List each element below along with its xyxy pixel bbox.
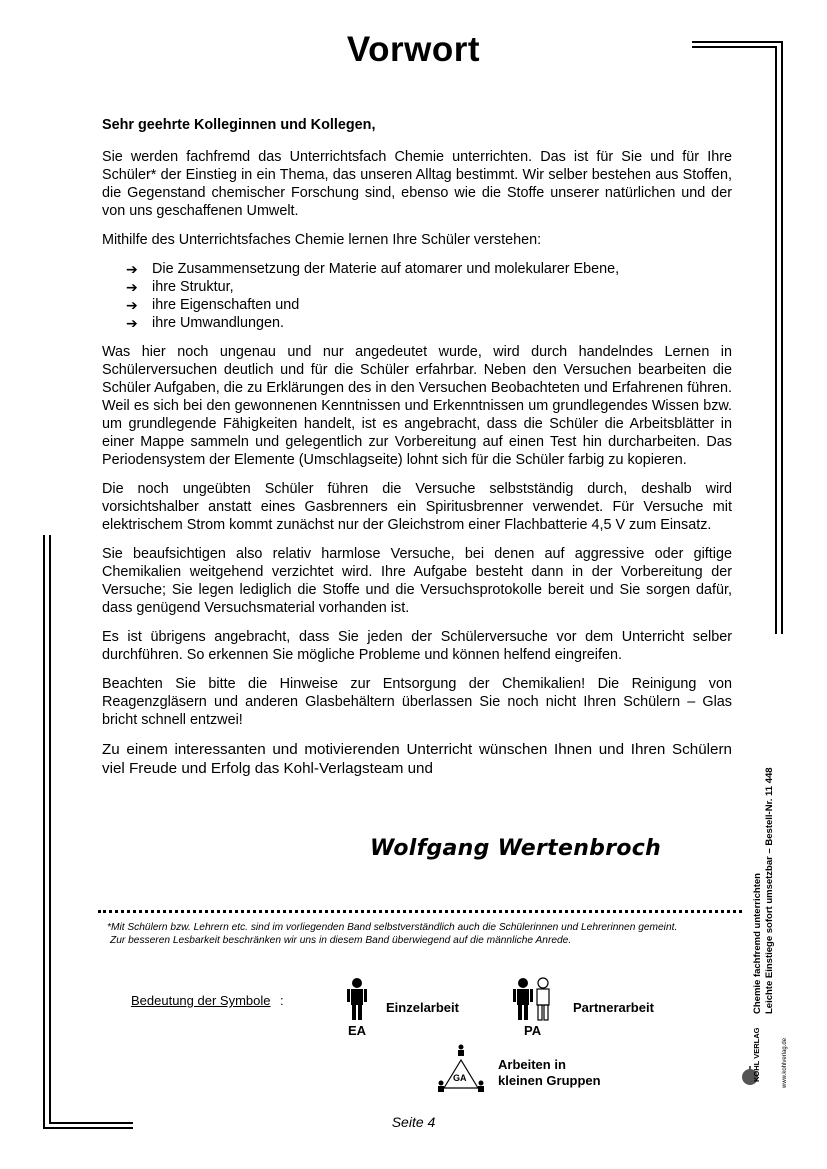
paragraph-1: Sie werden fachfremd das Unterrichtsfach Chemie unterrichten. Das ist für Sie und für Ihre Schüler* der Einstieg in ein Thema, das unseren Alltag bestimmt. Wir selber bestehen aus Stoffen, die Gegenstand chemischer Forschung sind, ebenso wie die Stoffe unserer natürlichen und der von uns geschaffenen Umwelt. <box>102 149 732 219</box>
symbol-code-ea: EA <box>348 1023 367 1038</box>
arrow-right-icon: ➔ <box>126 297 138 313</box>
arrow-right-icon: ➔ <box>126 315 138 331</box>
symbol-code-pa: PA <box>524 1023 542 1038</box>
bullet-list <box>102 260 732 332</box>
footnote-line-1: *Mit Schülern bzw. Lehrern etc. sind im vorliegenden Band selbstverständlich auch die Schülerinnen und Lehrerinnen gemeint. <box>107 922 678 933</box>
paragraph-7: Beachten Sie bitte die Hinweise zur Entsorgung der Chemikalien! Die Reinigung von Reagenzgläsern und anderen Glasbehältern überlassen Sie noch nicht Ihren Schülern – Glas bricht schnell entzwei! <box>102 676 732 728</box>
symbols-heading-colon: : <box>280 993 284 1008</box>
symbol-label-pa: Partnerarbeit <box>573 1000 654 1015</box>
frame-right-outer <box>781 41 783 634</box>
footnote-line-2: Zur besseren Lesbarkeit beschränken wir uns in diesem Band überwiegend auf die männliche Anrede. <box>110 935 572 946</box>
sidebar-line-1: Chemie fachfremd unterrichten <box>752 873 763 1014</box>
frame-left-outer <box>43 535 45 1129</box>
footnote <box>107 921 747 947</box>
preface-body <box>102 116 732 789</box>
person-icon <box>345 977 369 1021</box>
arrow-right-icon: ➔ <box>126 261 138 277</box>
bullet-item: ➔ ihre Struktur, <box>126 279 234 295</box>
publisher-name: KOHL VERLAG <box>752 1027 761 1082</box>
paragraph-6: Es ist übrigens angebracht, dass Sie jeden der Schülerversuche vor dem Unterricht selber durchführen. So erkennen Sie mögliche Probleme und können helfend eingreifen. <box>102 629 732 663</box>
bullet-item: ➔ ihre Umwandlungen. <box>126 315 284 331</box>
paragraph-5: Sie beaufsichtigen also relativ harmlose Versuche, bei denen auf aggressive oder giftige Chemikalien weitgehend verzichtet wird. Ihre Aufgabe besteht dann in der Vorbereitung der Versuche; Sie legen lediglich die Stoffe und die Versuchsprotokolle bereit und Sie sorgen dafür, dass genügend Versuchsmaterial vorhanden ist. <box>102 546 732 616</box>
symbols-heading: Bedeutung der Symbole <box>131 993 271 1008</box>
publisher-logo <box>738 1020 793 1090</box>
sidebar-series-info <box>752 767 776 1014</box>
closing-paragraph: Zu einem interessanten und motivierenden Unterricht wünschen Ihnen und Ihren Schülern viel Freude und Erfolg das Kohl-Verlagsteam und <box>102 741 732 777</box>
page-number: Seite 4 <box>391 1114 436 1130</box>
symbol-code-ga: GA <box>453 1073 467 1083</box>
paragraph-3: Was hier noch ungenau und nur angedeutet wurde, wird durch handelndes Lernen in Schülerversuchen deutlich und für die Schüler erfahrbar. Neben den Versuchen bearbeiten die Schüler Aufgaben, die zu Erklärungen des in den Versuchen Beobachteten und Erfahrenen führen. Weil es sich bei den gewonnenen Kenntnissen und Erkenntnissen um grundlegendes Wissen bzw. um grundlegende Fähigkeiten handelt, ist es angebracht, dass die Schüler die Arbeitsblätter in einer Mappe sammeln und gelegentlich zur Vorbereitung auf einen Test hin durcharbeiten. Das Periodensystem der Elemente (Umschlagseite) lohnt sich für die Schüler farbig zu kopieren. <box>102 344 732 468</box>
paragraph-2: Mithilfe des Unterrichtsfaches Chemie lernen Ihre Schüler verstehen: <box>102 232 542 248</box>
page-title: Vorwort <box>346 30 481 69</box>
publisher-website: www.kohlverlag.de <box>782 1037 788 1088</box>
two-persons-icon <box>512 977 554 1021</box>
paragraph-4: Die noch ungeübten Schüler führen die Versuche selbstständig durch, deshalb wird vorsichtshalber anstatt eines Gasbrenners ein Spiritusbrenner verwendet. Für Versuche mit elektrischem Strom kommt zunächst nur der Gleichstrom einer Flachbatterie 4,5 V zum Einsatz. <box>102 481 732 533</box>
dotted-divider <box>98 910 742 913</box>
bullet-item: ➔ ihre Eigenschaften und <box>126 297 300 313</box>
symbol-label-ga: Arbeiten in kleinen Gruppen <box>498 1057 601 1088</box>
bullet-item: ➔ Die Zusammensetzung der Materie auf atomarer und molekularer Ebene, <box>126 261 620 277</box>
sidebar-line-2: Leichte Einstiege sofort umsetzbar – Bestell-Nr. 11 448 <box>764 767 775 1014</box>
group-triangle-icon <box>436 1044 486 1096</box>
frame-left-inner <box>49 535 51 1124</box>
arrow-right-icon: ➔ <box>126 279 138 295</box>
salutation: Sehr geehrte Kolleginnen und Kollegen, <box>102 117 376 133</box>
frame-right-inner <box>775 46 777 634</box>
symbol-label-ea: Einzelarbeit <box>386 1000 459 1015</box>
signature: Wolfgang Wertenbroch <box>370 836 662 861</box>
